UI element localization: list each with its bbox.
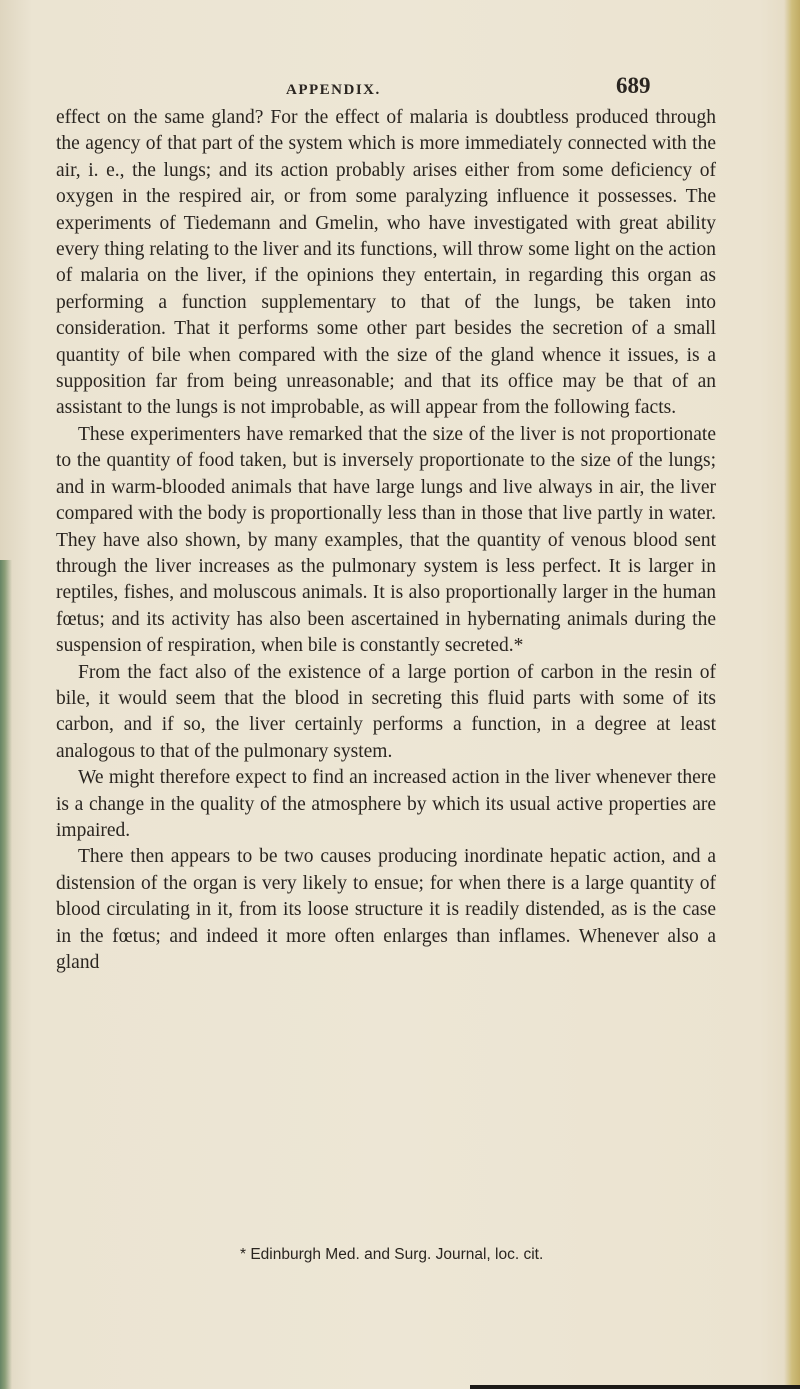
binding-edge xyxy=(0,560,12,1389)
page-edge xyxy=(784,0,800,1389)
bottom-rule xyxy=(470,1385,800,1389)
page-header xyxy=(0,70,800,100)
paragraph-2: These experimenters have remarked that the size of the liver is not proportionate to the quantity of food taken, but is inversely proportionate to the size of the lungs; and in warm-blooded animals that have large lungs and live always in air, the liver compared with the body is proportionally less than in those that live partly in water. They have also shown, by many examples, that the quantity of venous blood sent through the liver increases as the pulmonary system is less perfect. It is larger in reptiles, fishes, and moluscous animals. It is also proportionally larger in the human fœtus; and its activity has also been ascertained in hybernating animals during the suspension of respiration, when bile is constantly secreted.* xyxy=(56,423,716,657)
body-text xyxy=(56,105,716,976)
footnote: * Edinburgh Med. and Surg. Journal, loc. cit. xyxy=(240,1246,544,1263)
paragraph-3: From the fact also of the existence of a large portion of carbon in the resin of bile, it would seem that the blood in secreting this fluid parts with some of its carbon, and if so, the liver certainly performs a function, in a degree at least analogous to that of the pulmonary system. xyxy=(56,661,716,762)
paragraph-4: We might therefore expect to find an increased action in the liver whenever there is a change in the quality of the atmosphere by which its usual active properties are impaired. xyxy=(56,767,716,841)
paragraph-1: effect on the same gland? For the effect of malaria is doubtless produced through the agency of that part of the system which is more immediately connected with the air, i. e., the lungs; and its action probably arises either from some deficiency of oxygen in the respired air, or from some paralyzing influence it possesses. The experiments of Tiedemann and Gmelin, who have investigated with great ability every thing relating to the liver and its functions, will throw some light on the action of malaria on the liver, if the opinions they entertain, in regarding this organ as performing a function supplementary to that of the lungs, be taken into consideration. That it performs some other part besides the secretion of a small quantity of bile when compared with the size of the gland whence it issues, is a supposition far from being unreasonable; and that its office may be that of an assistant to the lungs is not improbable, as will appear from the following facts. xyxy=(56,107,716,419)
running-head: APPENDIX. xyxy=(286,82,381,98)
paragraph-5: There then appears to be two causes producing inordinate hepatic action, and a distension of the organ is very likely to ensue; for when there is a large quantity of blood circulating in it, from its loose structure it is readily distended, as is the case in the fœtus; and indeed it more often enlarges than inflames. Whenever also a gland xyxy=(56,846,716,973)
page-number: 689 xyxy=(616,73,651,98)
